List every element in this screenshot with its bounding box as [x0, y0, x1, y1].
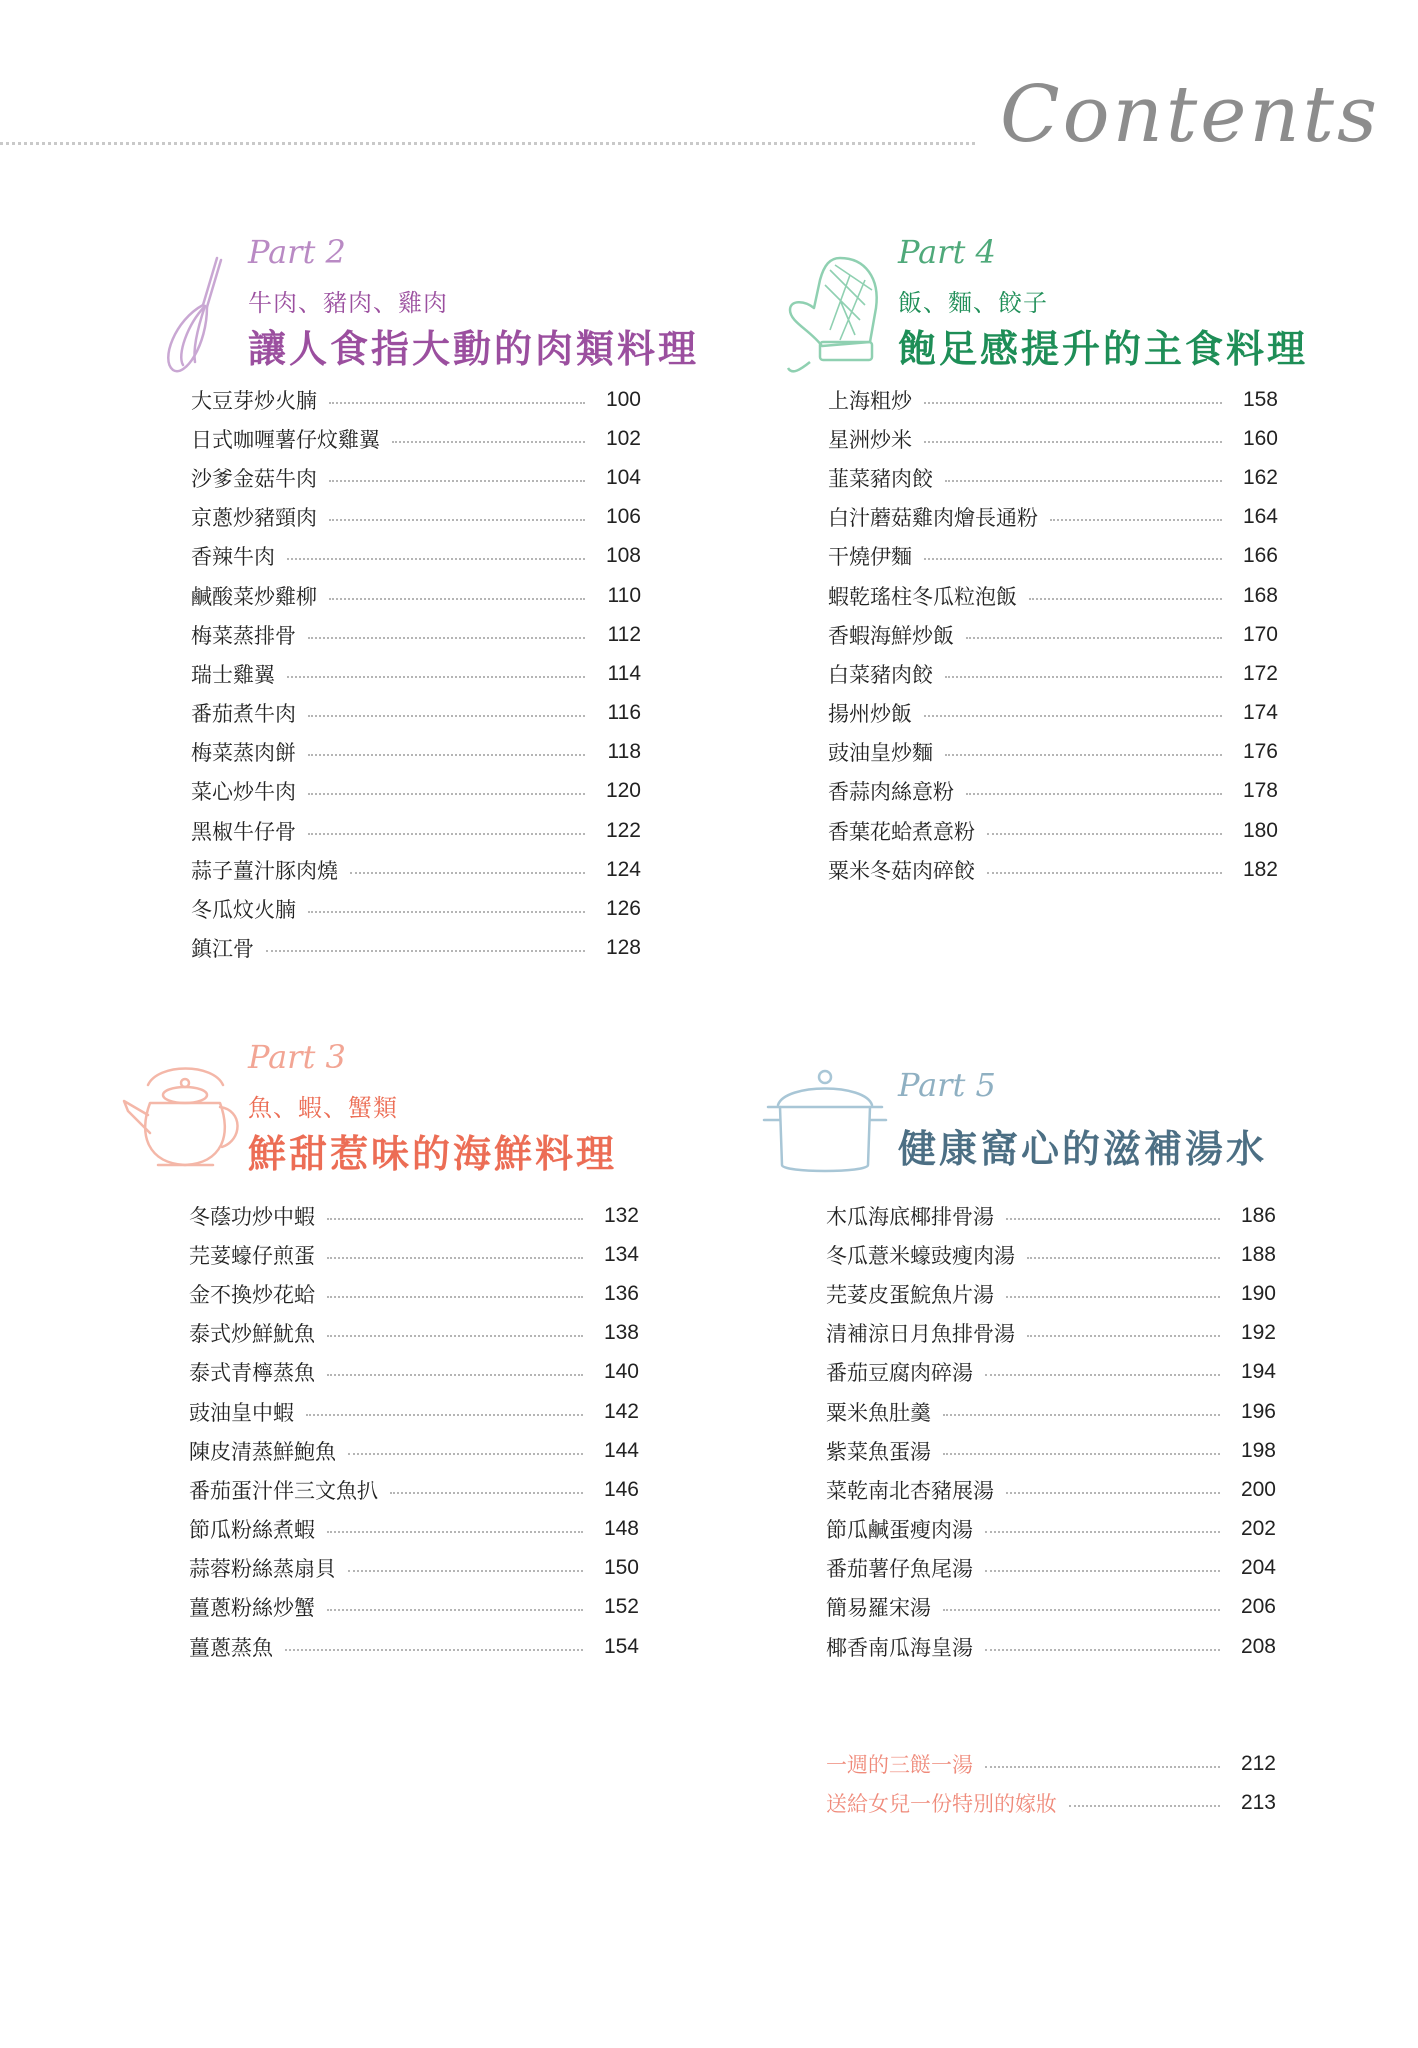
toc-entry-page: 138 [603, 1321, 639, 1345]
toc-entry [191, 889, 641, 928]
toc-entry-title: 節瓜粉絲煮蝦 [189, 1518, 315, 1543]
part-2-title: 讓人食指大動的肉類料理 [248, 327, 700, 371]
toc-entry [189, 1392, 639, 1431]
toc-entry-title: 陳皮清蒸鮮鮑魚 [189, 1439, 336, 1464]
toc-entry-page: 208 [1240, 1634, 1276, 1658]
toc-entry-page: 160 [1242, 426, 1278, 450]
toc-entry [826, 1431, 1276, 1470]
toc-entry-title: 芫荽皮蛋鯇魚片湯 [826, 1282, 994, 1307]
toc-entry-page: 122 [605, 818, 641, 842]
toc-entry [826, 1549, 1276, 1588]
toc-entry-title: 蒜子薑汁豚肉燒 [191, 858, 338, 883]
part-2-toc [191, 380, 641, 968]
toc-leader-dots [1029, 598, 1222, 600]
toc-entry-page: 110 [607, 583, 641, 607]
toc-leader-dots [308, 637, 585, 639]
toc-entry-page: 146 [603, 1477, 639, 1501]
part-4-label: Part 4 [898, 233, 996, 271]
oven-mitt-icon [780, 250, 890, 380]
toc-leader-dots [287, 676, 585, 678]
toc-entry [826, 1392, 1276, 1431]
toc-entry [191, 811, 641, 850]
toc-entry [828, 615, 1278, 654]
extras-toc [826, 1744, 1276, 1822]
toc-entry-title: 黑椒牛仔骨 [191, 819, 296, 844]
toc-leader-dots [945, 480, 1222, 482]
toc-entry-page: 192 [1240, 1321, 1276, 1345]
toc-entry-title: 豉油皇中蝦 [189, 1400, 294, 1425]
toc-leader-dots [943, 1609, 1220, 1611]
toc-entry-title: 香辣牛肉 [191, 545, 275, 570]
toc-entry-title: 木瓜海底椰排骨湯 [826, 1204, 994, 1229]
toc-entry-page: 100 [605, 387, 641, 411]
toc-entry [191, 694, 641, 733]
toc-leader-dots [392, 441, 585, 443]
toc-entry [826, 1510, 1276, 1549]
toc-entry-page: 213 [1240, 1790, 1276, 1814]
toc-leader-dots [924, 715, 1222, 717]
pot-icon [760, 1065, 890, 1180]
toc-entry-title: 一週的三餸一湯 [826, 1752, 973, 1777]
toc-entry-title: 梅菜蒸排骨 [191, 623, 296, 648]
toc-leader-dots [1027, 1335, 1220, 1337]
toc-leader-dots [327, 1296, 583, 1298]
page-title: Contents [1000, 70, 1380, 160]
toc-entry [828, 772, 1278, 811]
toc-leader-dots [308, 754, 585, 756]
toc-entry-page: 114 [607, 661, 641, 685]
part-4-subtitle: 飯、麵、餃子 [898, 289, 1048, 317]
toc-entry [826, 1783, 1276, 1822]
toc-leader-dots [943, 1414, 1220, 1416]
toc-leader-dots [327, 1609, 583, 1611]
part-5-toc [826, 1196, 1276, 1666]
toc-leader-dots [985, 1374, 1220, 1376]
toc-entry-page: 126 [605, 897, 641, 921]
toc-entry [189, 1510, 639, 1549]
toc-entry-page: 170 [1242, 622, 1278, 646]
toc-entry [826, 1744, 1276, 1783]
toc-entry [828, 811, 1278, 850]
toc-entry-title: 豉油皇炒麵 [828, 741, 933, 766]
toc-entry-page: 164 [1242, 505, 1278, 529]
toc-entry-title: 大豆芽炒火腩 [191, 388, 317, 413]
toc-entry-title: 椰香南瓜海皇湯 [826, 1635, 973, 1660]
toc-entry-page: 132 [603, 1203, 639, 1227]
toc-entry [828, 654, 1278, 693]
toc-entry-title: 冬瓜炆火腩 [191, 898, 296, 923]
part-4-toc [828, 380, 1278, 889]
toc-entry [191, 615, 641, 654]
toc-entry-title: 番茄煮牛肉 [191, 702, 296, 727]
toc-entry [189, 1431, 639, 1470]
toc-leader-dots [327, 1335, 583, 1337]
toc-entry [191, 929, 641, 968]
toc-entry-title: 粟米魚肚羹 [826, 1400, 931, 1425]
toc-entry [189, 1353, 639, 1392]
toc-leader-dots [390, 1492, 583, 1494]
toc-entry-page: 158 [1242, 387, 1278, 411]
toc-entry-title: 上海粗炒 [828, 388, 912, 413]
toc-entry-page: 212 [1240, 1751, 1276, 1775]
toc-leader-dots [1006, 1492, 1220, 1494]
toc-entry-title: 鹹酸菜炒雞柳 [191, 584, 317, 609]
toc-entry-title: 菜心炒牛肉 [191, 780, 296, 805]
toc-entry-title: 清補涼日月魚排骨湯 [826, 1322, 1015, 1347]
toc-leader-dots [985, 1531, 1220, 1533]
toc-entry-title: 簡易羅宋湯 [826, 1596, 931, 1621]
toc-leader-dots [924, 441, 1222, 443]
toc-entry [189, 1196, 639, 1235]
toc-entry-page: 154 [603, 1634, 639, 1658]
toc-entry-page: 128 [605, 936, 641, 960]
toc-entry [828, 419, 1278, 458]
toc-entry-title: 梅菜蒸肉餅 [191, 741, 296, 766]
toc-entry-page: 120 [605, 779, 641, 803]
toc-entry-page: 206 [1240, 1595, 1276, 1619]
toc-entry-title: 泰式炒鮮魷魚 [189, 1322, 315, 1347]
toc-entry-page: 172 [1242, 661, 1278, 685]
toc-entry-page: 180 [1242, 818, 1278, 842]
toc-entry [189, 1235, 639, 1274]
toc-entry [189, 1470, 639, 1509]
toc-leader-dots [285, 1649, 583, 1651]
toc-entry-title: 香蝦海鮮炒飯 [828, 623, 954, 648]
toc-entry-title: 金不換炒花蛤 [189, 1282, 315, 1307]
part-2-label: Part 2 [248, 233, 346, 271]
toc-entry [826, 1314, 1276, 1353]
toc-leader-dots [1050, 519, 1222, 521]
toc-entry-page: 134 [603, 1242, 639, 1266]
toc-entry-page: 102 [605, 426, 641, 450]
toc-entry [191, 576, 641, 615]
toc-entry-title: 菜乾南北杏豬展湯 [826, 1478, 994, 1503]
toc-entry-title: 沙爹金菇牛肉 [191, 466, 317, 491]
toc-entry [189, 1588, 639, 1627]
toc-entry-page: 148 [603, 1517, 639, 1541]
toc-entry [189, 1627, 639, 1666]
toc-leader-dots [1069, 1805, 1220, 1807]
toc-entry-title: 薑蔥蒸魚 [189, 1635, 273, 1660]
toc-leader-dots [966, 637, 1222, 639]
part-3-subtitle: 魚、蝦、蟹類 [248, 1094, 398, 1122]
toc-entry-page: 142 [603, 1399, 639, 1423]
toc-leader-dots [985, 1570, 1220, 1572]
toc-entry [191, 772, 641, 811]
toc-leader-dots [327, 1257, 583, 1259]
toc-entry-title: 香蒜肉絲意粉 [828, 780, 954, 805]
toc-entry-page: 176 [1242, 740, 1278, 764]
toc-entry-page: 124 [605, 857, 641, 881]
toc-entry-page: 116 [607, 701, 641, 725]
toc-entry-page: 112 [607, 622, 641, 646]
toc-entry [828, 733, 1278, 772]
toc-leader-dots [308, 911, 585, 913]
toc-leader-dots [308, 715, 585, 717]
part-3-toc [189, 1196, 639, 1666]
toc-entry-title: 芫荽蠔仔煎蛋 [189, 1243, 315, 1268]
toc-entry-page: 166 [1242, 544, 1278, 568]
toc-entry-page: 200 [1240, 1477, 1276, 1501]
toc-entry [191, 654, 641, 693]
toc-leader-dots [985, 1766, 1220, 1768]
toc-entry [828, 694, 1278, 733]
toc-leader-dots [306, 1414, 583, 1416]
toc-leader-dots [985, 1649, 1220, 1651]
toc-entry-page: 162 [1242, 465, 1278, 489]
toc-entry [191, 380, 641, 419]
toc-entry-title: 蒜蓉粉絲蒸扇貝 [189, 1557, 336, 1582]
toc-entry [191, 498, 641, 537]
part-4-title: 飽足感提升的主食料理 [898, 327, 1309, 371]
toc-entry [191, 537, 641, 576]
toc-entry-page: 194 [1240, 1360, 1276, 1384]
kettle-icon [118, 1055, 248, 1175]
toc-entry-title: 番茄蛋汁伴三文魚扒 [189, 1478, 378, 1503]
toc-entry-page: 188 [1240, 1242, 1276, 1266]
toc-entry-title: 韮菜豬肉餃 [828, 466, 933, 491]
toc-entry-title: 瑞士雞翼 [191, 662, 275, 687]
toc-entry-title: 京蔥炒豬頸肉 [191, 506, 317, 531]
toc-entry [189, 1314, 639, 1353]
toc-entry-title: 白汁蘑菇雞肉燴長通粉 [828, 506, 1038, 531]
header-dotted-rule [0, 142, 975, 145]
toc-entry-title: 鎮江骨 [191, 937, 254, 962]
toc-entry-title: 泰式青檸蒸魚 [189, 1361, 315, 1386]
toc-entry [826, 1627, 1276, 1666]
toc-entry-title: 冬蔭功炒中蝦 [189, 1204, 315, 1229]
toc-entry [191, 458, 641, 497]
toc-leader-dots [987, 872, 1222, 874]
toc-entry [826, 1235, 1276, 1274]
toc-entry-page: 144 [603, 1438, 639, 1462]
toc-leader-dots [350, 872, 585, 874]
toc-entry [189, 1274, 639, 1313]
toc-entry-page: 150 [603, 1556, 639, 1580]
toc-entry-title: 粟米冬菇肉碎餃 [828, 858, 975, 883]
toc-leader-dots [348, 1453, 583, 1455]
toc-leader-dots [327, 1218, 583, 1220]
toc-entry-title: 冬瓜薏米蠔豉瘦肉湯 [826, 1243, 1015, 1268]
toc-entry [828, 498, 1278, 537]
toc-leader-dots [329, 480, 585, 482]
toc-entry-title: 番茄薯仔魚尾湯 [826, 1557, 973, 1582]
toc-entry [191, 733, 641, 772]
toc-entry-page: 204 [1240, 1556, 1276, 1580]
toc-leader-dots [308, 833, 585, 835]
toc-entry-page: 174 [1242, 701, 1278, 725]
toc-entry [828, 576, 1278, 615]
toc-leader-dots [327, 1531, 583, 1533]
toc-leader-dots [1006, 1218, 1220, 1220]
toc-entry [828, 850, 1278, 889]
toc-leader-dots [966, 793, 1222, 795]
toc-leader-dots [924, 558, 1222, 560]
toc-entry [826, 1588, 1276, 1627]
toc-entry [828, 537, 1278, 576]
toc-entry-page: 198 [1240, 1438, 1276, 1462]
toc-entry-title: 紫菜魚蛋湯 [826, 1439, 931, 1464]
part-2-subtitle: 牛肉、豬肉、雞肉 [248, 289, 448, 317]
toc-entry [826, 1470, 1276, 1509]
toc-leader-dots [329, 598, 585, 600]
toc-entry-page: 182 [1242, 857, 1278, 881]
toc-entry-page: 108 [605, 544, 641, 568]
whisk-icon [155, 250, 235, 380]
toc-entry [191, 419, 641, 458]
toc-entry-page: 168 [1242, 583, 1278, 607]
toc-leader-dots [945, 676, 1222, 678]
toc-entry-title: 蝦乾瑤柱冬瓜粒泡飯 [828, 584, 1017, 609]
toc-leader-dots [1006, 1296, 1220, 1298]
toc-leader-dots [945, 754, 1222, 756]
toc-entry-page: 140 [603, 1360, 639, 1384]
part-3-label: Part 3 [248, 1038, 346, 1076]
toc-entry-title: 番茄豆腐肉碎湯 [826, 1361, 973, 1386]
toc-leader-dots [287, 558, 585, 560]
toc-leader-dots [1027, 1257, 1220, 1259]
toc-leader-dots [348, 1570, 583, 1572]
toc-leader-dots [266, 950, 585, 952]
toc-entry [826, 1274, 1276, 1313]
toc-entry-title: 香葉花蛤煮意粉 [828, 819, 975, 844]
toc-entry-page: 106 [605, 505, 641, 529]
toc-leader-dots [987, 833, 1222, 835]
part-5-title: 健康窩心的滋補湯水 [898, 1127, 1268, 1171]
toc-entry-page: 190 [1240, 1281, 1276, 1305]
toc-entry-page: 178 [1242, 779, 1278, 803]
toc-entry [826, 1353, 1276, 1392]
toc-entry-title: 送給女兒一份特別的嫁妝 [826, 1791, 1057, 1816]
toc-entry [828, 458, 1278, 497]
toc-entry-title: 干燒伊麵 [828, 545, 912, 570]
toc-entry-page: 152 [603, 1595, 639, 1619]
toc-entry [828, 380, 1278, 419]
toc-leader-dots [924, 402, 1222, 404]
toc-leader-dots [308, 793, 585, 795]
part-5-label: Part 5 [898, 1066, 996, 1104]
toc-entry-page: 136 [603, 1281, 639, 1305]
toc-entry-title: 節瓜鹹蛋瘦肉湯 [826, 1518, 973, 1543]
toc-entry-page: 196 [1240, 1399, 1276, 1423]
toc-entry-page: 202 [1240, 1517, 1276, 1541]
toc-entry [189, 1549, 639, 1588]
toc-entry-title: 白菜豬肉餃 [828, 662, 933, 687]
toc-entry-title: 揚州炒飯 [828, 702, 912, 727]
toc-entry-title: 日式咖喱薯仔炆雞翼 [191, 427, 380, 452]
toc-leader-dots [943, 1453, 1220, 1455]
toc-entry-title: 星洲炒米 [828, 427, 912, 452]
toc-leader-dots [329, 519, 585, 521]
toc-entry-title: 薑蔥粉絲炒蟹 [189, 1596, 315, 1621]
toc-entry [826, 1196, 1276, 1235]
toc-entry [191, 850, 641, 889]
part-3-title: 鮮甜惹味的海鮮料理 [248, 1132, 618, 1176]
toc-entry-page: 104 [605, 465, 641, 489]
toc-entry-page: 118 [607, 740, 641, 764]
toc-entry-page: 186 [1240, 1203, 1276, 1227]
toc-leader-dots [329, 402, 585, 404]
toc-leader-dots [327, 1374, 583, 1376]
